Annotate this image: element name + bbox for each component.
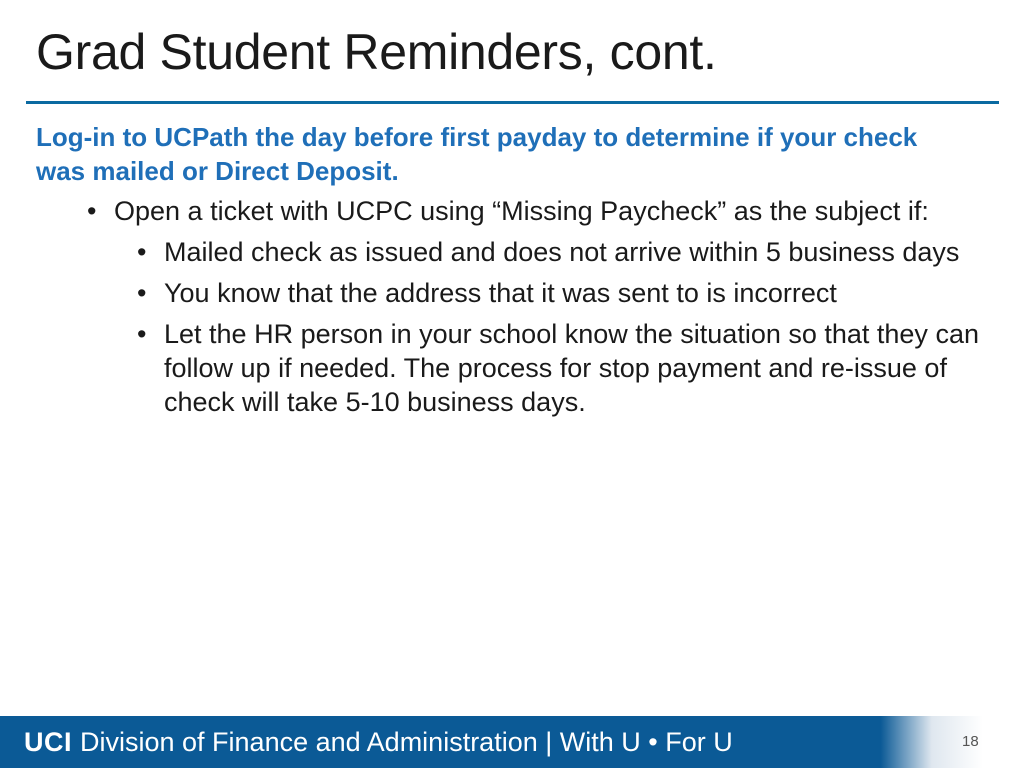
uci-logo: UCI [24, 727, 72, 757]
title-divider [26, 101, 999, 104]
bullet-text: You know that the address that it was sent to is incorrect [164, 278, 837, 308]
bullet-item-level2 [137, 276, 994, 310]
bullet-icon: • [137, 237, 147, 267]
slide-title: Grad Student Reminders, cont. [36, 24, 717, 80]
bullet-item-level2 [137, 235, 994, 269]
bullet-icon: • [87, 196, 97, 226]
footer-text [24, 726, 733, 758]
lead-text: Log-in to UCPath the day before first payday to determine if your check was mailed or Direct Deposit. [36, 122, 918, 186]
slide-body [36, 120, 996, 419]
bullet-item-level2 [137, 317, 994, 419]
bullet-icon: • [137, 278, 147, 308]
bullet-text: Mailed check as issued and does not arrive within 5 business days [164, 237, 960, 267]
bullet-icon: • [137, 319, 147, 349]
footer-tagline: Division of Finance and Administration | With U • For U [80, 727, 733, 757]
footer-bar [0, 716, 1024, 768]
bullet-item-level1 [87, 194, 944, 228]
page-number: 18 [962, 733, 979, 750]
bullet-text: Let the HR person in your school know the situation so that they can follow up if needed. The process for stop payment and re-issue of check will take 5-10 business days. [164, 319, 979, 417]
bullet-text: Open a ticket with UCPC using “Missing Paycheck” as the subject if: [114, 196, 929, 226]
